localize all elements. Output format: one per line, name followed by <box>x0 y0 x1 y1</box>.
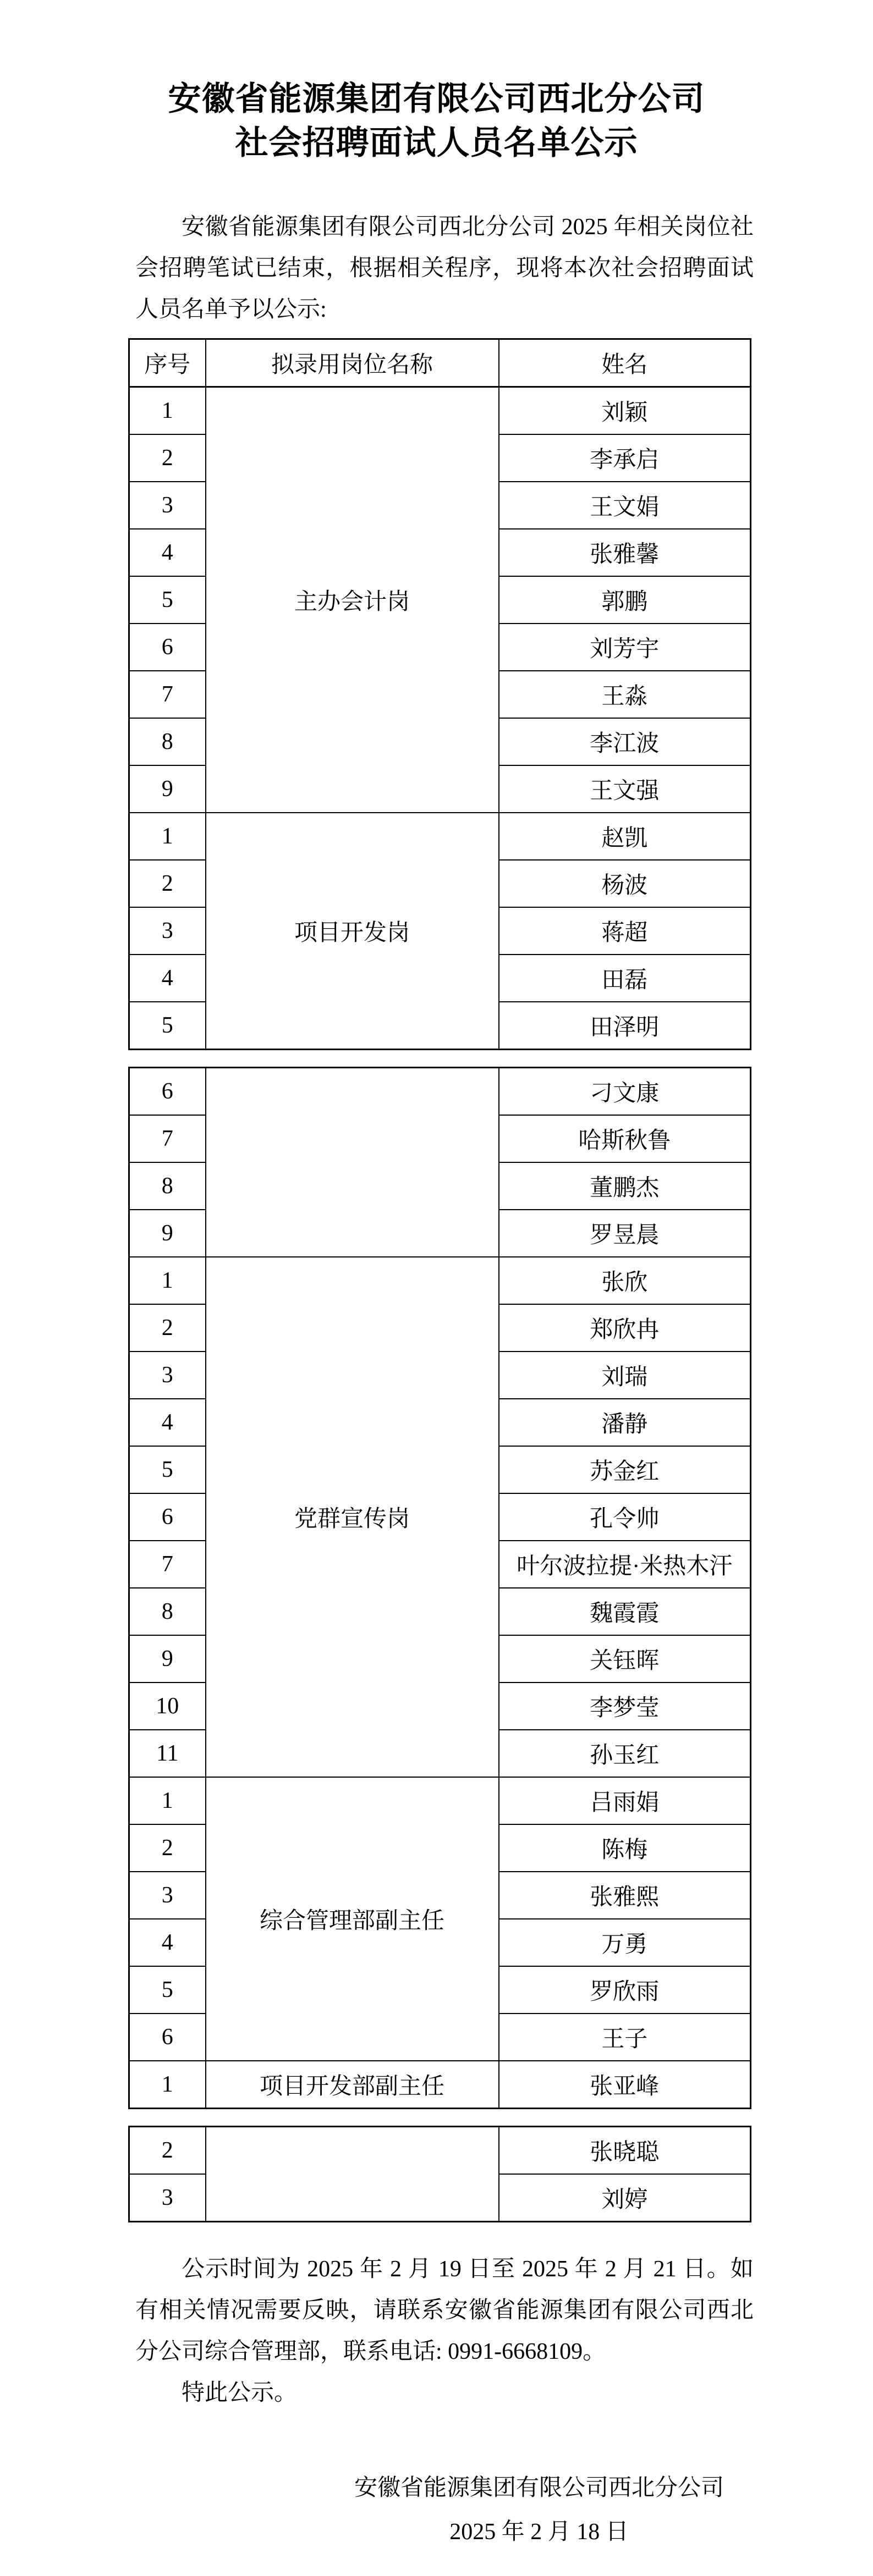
candidate-row <box>129 2127 751 2175</box>
name-cell: 叶尔波拉提·米热木汗 <box>499 1541 751 1588</box>
seq-cell: 1 <box>129 813 206 860</box>
name-cell: 杨波 <box>499 860 751 907</box>
name-cell: 蒋超 <box>499 907 751 955</box>
name-cell: 李梦莹 <box>499 1683 751 1730</box>
seq-cell: 4 <box>129 1919 206 1966</box>
document-title-line2: 社会招聘面试人员名单公示 <box>235 125 638 161</box>
seq-cell: 5 <box>129 1446 206 1493</box>
seq-cell: 9 <box>129 1210 206 1257</box>
seq-cell: 10 <box>129 1683 206 1730</box>
name-cell: 张欣 <box>499 1257 751 1304</box>
name-cell: 田泽明 <box>499 1002 751 1050</box>
seq-cell: 8 <box>129 1588 206 1635</box>
name-cell: 田磊 <box>499 955 751 1002</box>
name-cell: 魏霞霞 <box>499 1588 751 1635</box>
name-cell: 张晓聪 <box>499 2127 751 2175</box>
seq-cell: 6 <box>129 2014 206 2061</box>
name-cell: 关钰晖 <box>499 1635 751 1683</box>
name-cell: 郭鹏 <box>499 576 751 624</box>
name-cell: 王子 <box>499 2014 751 2061</box>
seq-cell: 2 <box>129 2127 206 2175</box>
name-cell: 罗欣雨 <box>499 1966 751 2014</box>
name-cell: 刘颖 <box>499 387 751 435</box>
roster-table-section-3 <box>128 2126 751 2222</box>
name-cell: 李承启 <box>499 434 751 482</box>
sign-date: 2025 年 2 月 18 日 <box>449 2519 629 2545</box>
name-cell: 罗昱晨 <box>499 1210 751 1257</box>
candidate-row <box>129 1068 751 1116</box>
header-seq: 序号 <box>129 339 206 387</box>
seq-cell: 1 <box>129 2061 206 2109</box>
intro-paragraph: 安徽省能源集团有限公司西北分公司 2025 年相关岗位社会招聘笔试已结束，根据相关程序，现将本次社会招聘面试人员名单予以公示: <box>135 214 754 322</box>
candidate-row <box>129 1777 751 1824</box>
name-cell: 张亚峰 <box>499 2061 751 2109</box>
seq-cell: 6 <box>129 624 206 671</box>
seq-cell: 4 <box>129 955 206 1002</box>
name-cell: 孔令帅 <box>499 1493 751 1541</box>
seq-cell: 6 <box>129 1493 206 1541</box>
name-cell: 张雅馨 <box>499 529 751 576</box>
seq-cell: 3 <box>129 1352 206 1399</box>
name-cell: 吕雨娟 <box>499 1777 751 1824</box>
position-cell: 项目开发部副主任 <box>206 2061 499 2109</box>
closing-line: 特此公示。 <box>182 2380 298 2406</box>
candidate-row <box>129 2061 751 2109</box>
position-cell: 项目开发岗 <box>206 813 499 1050</box>
seq-cell: 5 <box>129 576 206 624</box>
document-title <box>0 0 873 165</box>
position-cell: 党群宣传岗 <box>206 1257 499 1777</box>
seq-cell: 1 <box>129 387 206 435</box>
seq-cell: 8 <box>129 1162 206 1210</box>
name-cell: 郑欣冉 <box>499 1304 751 1352</box>
signer-name: 安徽省能源集团有限公司西北分公司 <box>354 2475 724 2501</box>
seq-cell: 3 <box>129 482 206 529</box>
roster-header-row <box>129 339 751 387</box>
publicity-period-paragraph: 公示时间为 2025 年 2 月 19 日至 2025 年 2 月 21 日。如有相关情况需要反映，请联系安徽省能源集团有限公司西北分公司综合管理部，联系电话: 0991-6668109。 <box>135 2257 754 2364</box>
seq-cell: 9 <box>129 1635 206 1683</box>
name-cell: 张雅熙 <box>499 1872 751 1919</box>
signature-block <box>341 2466 737 2554</box>
seq-cell: 6 <box>129 1068 206 1116</box>
name-cell: 刁文康 <box>499 1068 751 1116</box>
seq-cell: 2 <box>129 1824 206 1872</box>
name-cell: 孙玉红 <box>499 1730 751 1777</box>
candidate-row <box>129 813 751 860</box>
seq-cell: 5 <box>129 1002 206 1050</box>
name-cell: 刘芳宇 <box>499 624 751 671</box>
seq-cell: 2 <box>129 860 206 907</box>
seq-cell: 5 <box>129 1966 206 2014</box>
header-position: 拟录用岗位名称 <box>206 339 499 387</box>
name-cell: 万勇 <box>499 1919 751 1966</box>
seq-cell: 4 <box>129 1399 206 1446</box>
seq-cell: 9 <box>129 765 206 813</box>
seq-cell: 4 <box>129 529 206 576</box>
name-cell: 陈梅 <box>499 1824 751 1872</box>
seq-cell: 7 <box>129 1541 206 1588</box>
name-cell: 哈斯秋鲁 <box>499 1115 751 1162</box>
name-cell: 王文强 <box>499 765 751 813</box>
position-cell <box>206 2127 499 2222</box>
seq-cell: 7 <box>129 671 206 718</box>
seq-cell: 3 <box>129 2174 206 2222</box>
name-cell: 刘婷 <box>499 2174 751 2222</box>
name-cell: 李江波 <box>499 718 751 765</box>
candidate-roster-tables <box>0 338 873 2222</box>
name-cell: 王淼 <box>499 671 751 718</box>
seq-cell: 7 <box>129 1115 206 1162</box>
seq-cell: 1 <box>129 1777 206 1824</box>
name-cell: 董鹏杰 <box>499 1162 751 1210</box>
roster-table-section-2 <box>128 1067 751 2109</box>
name-cell: 潘静 <box>499 1399 751 1446</box>
seq-cell: 3 <box>129 907 206 955</box>
seq-cell: 2 <box>129 434 206 482</box>
seq-cell: 2 <box>129 1304 206 1352</box>
seq-cell: 11 <box>129 1730 206 1777</box>
seq-cell: 1 <box>129 1257 206 1304</box>
roster-table-section-1 <box>128 338 751 1050</box>
document-title-line1: 安徽省能源集团有限公司西北分公司 <box>168 81 705 117</box>
position-cell <box>206 1068 499 1257</box>
candidate-row <box>129 387 751 435</box>
name-cell: 苏金红 <box>499 1446 751 1493</box>
position-cell: 综合管理部副主任 <box>206 1777 499 2061</box>
seq-cell: 3 <box>129 1872 206 1919</box>
position-cell: 主办会计岗 <box>206 387 499 813</box>
candidate-row <box>129 1257 751 1304</box>
name-cell: 刘瑞 <box>499 1352 751 1399</box>
name-cell: 赵凯 <box>499 813 751 860</box>
name-cell: 王文娟 <box>499 482 751 529</box>
header-name: 姓名 <box>499 339 751 387</box>
seq-cell: 8 <box>129 718 206 765</box>
